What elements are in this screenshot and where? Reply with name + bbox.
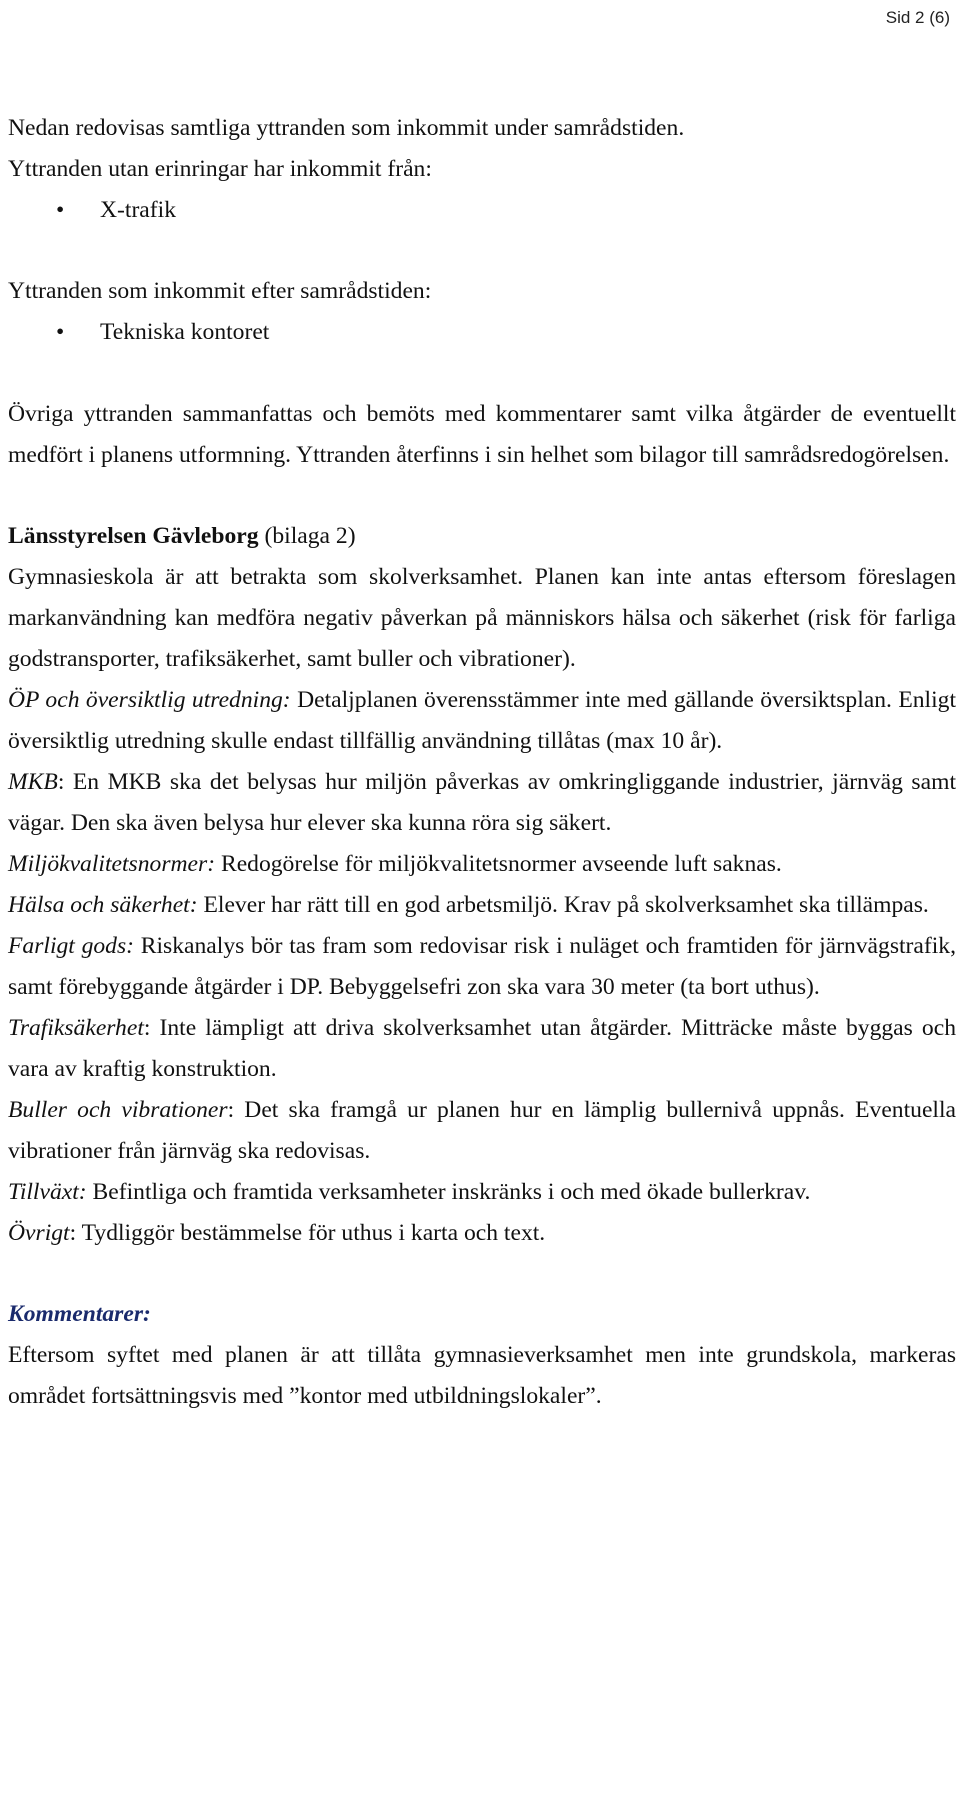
section-heading [8, 516, 956, 557]
comment-paragraph: Farligt gods: Riskanalys bör tas fram som redovisar risk i nuläget och framtiden för järnvägstrafik, samt förebyggande åtgärder i DP. Bebyggelsefri zon ska vara 30 meter (ta bort uthus). [8, 933, 956, 1000]
comment-paragraph: Tillväxt: Befintliga och framtida verksamheter inskränks i och med ökade bullerkrav. [8, 1179, 811, 1205]
intro-line: Nedan redovisas samtliga yttranden som inkommit under samrådstiden. [8, 115, 685, 141]
paragraph-label: Trafiksäkerhet [8, 1015, 144, 1041]
paragraph-label: Farligt gods: [8, 933, 135, 959]
comment-paragraph: Miljökvalitetsnormer: Redogörelse för miljökvalitetsnormer avseende luft saknas. [8, 851, 782, 877]
bullet-icon: • [56, 197, 65, 223]
paragraph-label: Övrigt [8, 1220, 70, 1246]
paragraph-label: Miljökvalitetsnormer: [8, 851, 216, 877]
bullet-icon: • [56, 319, 65, 345]
page-number: Sid 2 (6) [885, 8, 950, 27]
comment-paragraph: Trafiksäkerhet: Inte lämpligt att driva skolverksamhet utan åtgärder. Mitträcke måste byggas och vara av kraftig konstruktion. [8, 1015, 956, 1082]
comment-paragraph: Övrigt: Tydliggör bestämmelse för uthus i karta och text. [8, 1220, 546, 1246]
summary-paragraph: Övriga yttranden sammanfattas och bemöts med kommentarer samt vilka åtgärder de eventuellt medfört i planens utformning. Yttranden återfinns i sin helhet som bilagor till samrådsredogörelsen. [8, 401, 956, 468]
attachment-ref: (bilaga 2) [258, 523, 356, 549]
paragraph-label: Tillväxt: [8, 1179, 87, 1205]
comment-paragraph: Hälsa och säkerhet: Elever har rätt till en god arbetsmiljö. Krav på skolverksamhet ska tillämpas. [8, 892, 929, 918]
comment-paragraph: ÖP och översiktlig utredning: Detaljplanen överensstämmer inte med gällande översiktsplan. Enligt översiktlig utredning skulle endast tillfällig användning tillåtas (max 10 år). [8, 687, 956, 754]
kommentarer-text: Eftersom syftet med planen är att tillåta gymnasieverksamhet men inte grundskola, markeras området fortsättningsvis med ”kontor med utbildningslokaler”. [8, 1342, 956, 1409]
no-objections-list [8, 190, 956, 231]
list-item: • X-trafik [8, 190, 956, 231]
list-item: • Tekniska kontoret [8, 312, 956, 353]
comment-paragraph: MKB: En MKB ska det belysas hur miljön påverkas av omkringliggande industrier, järnväg samt vägar. Den ska även belysa hur elever ska kunna röra sig säkert. [8, 769, 956, 836]
paragraph-label: Buller och vibrationer [8, 1097, 228, 1123]
comment-paragraph: Gymnasieskola är att betrakta som skolverksamhet. Planen kan inte antas eftersom föreslagen markanvändning kan medföra negativ påverkan på människors hälsa och säkerhet (risk för farliga godstransporter, trafiksäkerhet, samt buller och vibrationer). [8, 564, 956, 672]
paragraph-label: Hälsa och säkerhet: [8, 892, 198, 918]
kommentarer-heading: Kommentarer: [8, 1301, 151, 1327]
paragraph-label: MKB [8, 769, 58, 795]
document-body [8, 108, 956, 1417]
no-objections-heading: Yttranden utan erinringar har inkommit från: [8, 156, 432, 182]
organization-name: Länsstyrelsen Gävleborg [8, 523, 259, 549]
late-heading: Yttranden som inkommit efter samrådstiden: [8, 278, 432, 304]
paragraph-label: ÖP och översiktlig utredning: [8, 687, 291, 713]
comment-paragraph: Buller och vibrationer: Det ska framgå ur planen hur en lämplig bullernivå uppnås. Eventuella vibrationer från järnväg ska redovisas. [8, 1097, 957, 1164]
late-list [8, 312, 956, 353]
